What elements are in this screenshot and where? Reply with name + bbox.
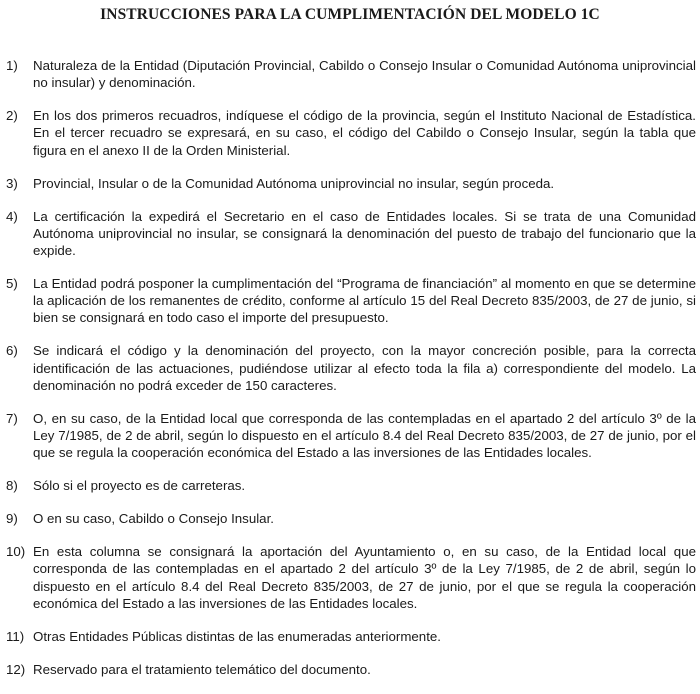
instruction-number: 1) bbox=[6, 58, 18, 73]
instruction-number: 8) bbox=[6, 478, 18, 494]
instruction-text: Sólo si el proyecto es de carreteras. bbox=[33, 478, 246, 494]
instruction-number: 6) bbox=[6, 343, 18, 359]
instruction-text: Reservado para el tratamiento telemático del documento. bbox=[33, 661, 371, 677]
instruction-item bbox=[6, 57, 696, 91]
instruction-number: 5) bbox=[6, 276, 18, 292]
instruction-item bbox=[6, 342, 696, 394]
instruction-text: La certificación la expedirá el Secretario en el caso de Entidades locales. Si se trata de una Comunidad Autónoma uniprovincial no insular, se consignará la denominación del puesto de trabajo del funcionario que la expide. bbox=[33, 208, 696, 259]
instruction-number: 10) bbox=[6, 544, 26, 560]
instruction-number: 9) bbox=[6, 511, 18, 527]
instruction-text: La Entidad podrá posponer la cumplimentación del “Programa de financiación” al momento en que se determine la aplicación de los remanentes de crédito, conforme al artículo 15 del Real Decreto 835/2003, de 27 de junio, si bien se consignará en todo caso el importe del presupuesto. bbox=[33, 276, 696, 326]
document-title: INSTRUCCIONES PARA LA CUMPLIMENTACIÓN DEL MODELO 1C bbox=[100, 6, 600, 23]
instruction-text: Otras Entidades Públicas distintas de las enumeradas anteriormente. bbox=[33, 628, 441, 644]
instruction-number: 3) bbox=[6, 175, 18, 191]
instruction-item bbox=[6, 208, 696, 260]
instruction-number: 7) bbox=[6, 410, 18, 426]
instruction-item bbox=[6, 543, 696, 612]
instruction-number: 11) bbox=[6, 628, 25, 644]
instruction-text: Provincial, Insular o de la Comunidad Autónoma uniprovincial no insular, según proceda. bbox=[33, 175, 555, 191]
instruction-number: 4) bbox=[6, 208, 18, 224]
instructions-list bbox=[6, 57, 696, 694]
instruction-item bbox=[6, 661, 696, 678]
instruction-item bbox=[6, 510, 696, 527]
instruction-item bbox=[6, 175, 696, 192]
instruction-text: En esta columna se consignará la aportación del Ayuntamiento o, en su caso, de la Entidad local que corresponda de las contempladas en el apartado 2 del artículo 3º de la Ley 7/1985, de 2 de abril, según lo dispuesto en el artículo 8.4 del Real Decreto 835/2003, de 27 de junio, por el que se regula la cooperación económica del Estado a las inversiones de las Entidades locales. bbox=[33, 544, 696, 611]
instruction-text: En los dos primeros recuadros, indíquese el código de la provincia, según el Instituto Nacional de Estadística. En el tercer recuadro se expresará, en su caso, el código del Cabildo o Consejo Insular, según la tabla que figura en el anexo II de la Orden Ministerial. bbox=[33, 108, 696, 158]
instruction-text: Naturaleza de la Entidad (Diputación Provincial, Cabildo o Consejo Insular o Comunidad Autónoma uniprovincial no insular) y denominación. bbox=[33, 58, 696, 91]
instruction-item bbox=[6, 477, 696, 494]
instruction-item bbox=[6, 628, 696, 645]
instruction-text: O, en su caso, de la Entidad local que corresponda de las contempladas en el apartado 2 del artículo 3º de la Ley 7/1985, de 2 de abril, según lo dispuesto en el artículo 8.4 del Real Decreto 835/2003, de 27 de junio, por el que se regula la cooperación económica del Estado a las inversiones de las Entidades locales. bbox=[33, 410, 696, 461]
instruction-item bbox=[6, 107, 696, 159]
instruction-text: Se indicará el código y la denominación del proyecto, con la mayor concreción posible, para la correcta identificación de las actuaciones, pudiéndose utilizar al efecto toda la fila a) correspondiente del modelo. La denominación no podrá exceder de 150 caracteres. bbox=[33, 343, 696, 393]
instruction-number: 12) bbox=[6, 661, 26, 677]
instruction-text: O en su caso, Cabildo o Consejo Insular. bbox=[33, 511, 274, 527]
instruction-item bbox=[6, 410, 696, 462]
instruction-item bbox=[6, 275, 696, 327]
instruction-number: 2) bbox=[6, 108, 18, 124]
